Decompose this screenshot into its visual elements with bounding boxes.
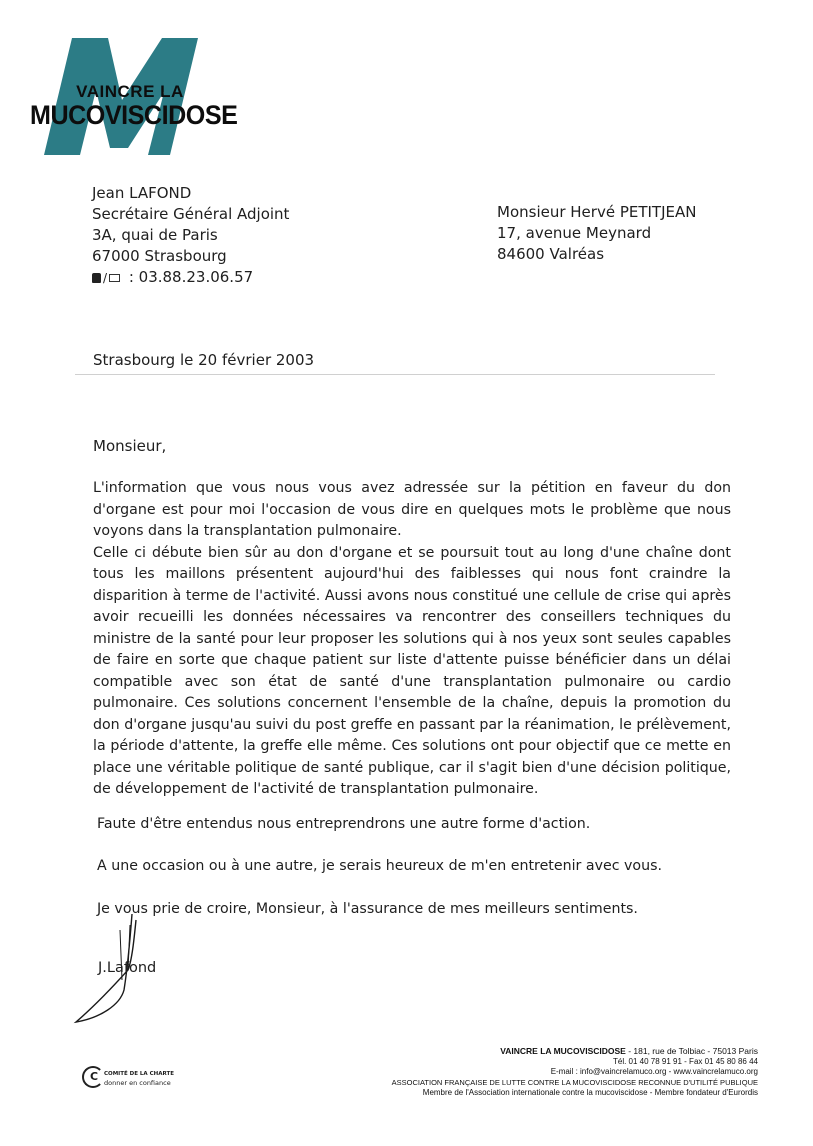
slash-separator: /	[103, 270, 108, 285]
recipient-address-block	[497, 202, 696, 265]
footer-email-web: E-mail : info@vaincrelamuco.org - www.vaincrelamuco.org	[550, 1067, 758, 1076]
charte-c-icon: C	[90, 1070, 99, 1083]
charte-line-1: COMITÉ DE LA CHARTE	[104, 1071, 174, 1077]
body-paragraph-2: Celle ci débute bien sûr au don d'organe et se poursuit tout au long d'une chaîne dont tous les maillons présentent aujourd'hui des faiblesses qui nous font craindre la disparition à terme de l'activité. Aussi avons nous constitué une cellule de crise qui après avoir recueilli les données nécessaires va rencontrer des conseillers techniques du ministre de la santé pour leur proposer les solutions qui à nos yeux sont seules capables de faire en sorte que chaque patient sur liste d'attente puisse bénéficier dans un délai compatible avec son état de santé d'une transplantation pulmonaire ou cardio pulmonaire. Ces solutions concernent l'ensemble de la chaîne, depuis la promotion du don d'organe jusqu'au suivi du post greffe en passant par la réanimation, le prélèvement, la période d'attente, la greffe elle même. Ces solutions ont pour objectif que ce mette en place une véritable politique de santé publique, car il s'agit bien d'une décision politique, de développement de l'activité de transplantation pulmonaire.	[93, 544, 731, 797]
body-paragraph-4: A une occasion ou à une autre, je serais heureux de m'en entretenir avec vous.	[97, 858, 662, 874]
sender-phone-line	[92, 267, 289, 289]
recipient-name: Monsieur Hervé PETITJEAN	[497, 203, 697, 221]
scan-divider	[75, 374, 715, 375]
recipient-street: 17, avenue Meynard	[497, 224, 652, 242]
vaincre-la-mucoviscidose-logo	[30, 30, 238, 160]
body-paragraph-3: Faute d'être entendus nous entreprendrons une autre forme d'action.	[97, 816, 591, 832]
body-paragraph-1: L'information que vous nous vous avez adressée sur la pétition en faveur du don d'organe est pour moi l'occasion de vous dire en quelques mots le problème que nous voyons dans la transplantation pulmonaire.	[93, 480, 731, 539]
sender-city: 67000 Strasbourg	[92, 247, 227, 265]
fax-icon	[109, 274, 120, 282]
footer-address: - 181, rue de Tolbiac - 75013 Paris	[625, 1046, 758, 1056]
sender-address-block	[92, 183, 289, 289]
sender-street: 3A, quai de Paris	[92, 226, 218, 244]
recipient-city: 84600 Valréas	[497, 245, 605, 263]
salutation: Monsieur,	[93, 437, 167, 455]
sender-phone: : 03.88.23.06.57	[128, 268, 254, 286]
logo-line-1: VAINCRE LA	[76, 82, 184, 101]
comite-de-la-charte-logo	[82, 1066, 202, 1094]
telephone-icon	[92, 273, 101, 283]
logo-line-2: MUCOVISCIDOSE	[30, 100, 238, 130]
letterhead-footer	[392, 1046, 758, 1099]
footer-member: Membre de l'Association internationale contre la mucoviscidose - Membre fondateur d'Eurordis	[422, 1088, 758, 1097]
sender-title: Secrétaire Général Adjoint	[92, 205, 290, 223]
footer-address-line	[392, 1046, 758, 1057]
charte-line-2: donner en confiance	[104, 1079, 171, 1087]
closing-formula: Je vous prie de croire, Monsieur, à l'assurance de mes meilleurs sentiments.	[97, 901, 638, 917]
signature-name: J.Lafond	[98, 960, 157, 976]
footer-org-name: VAINCRE LA MUCOVISCIDOSE	[500, 1046, 626, 1056]
date-line: Strasbourg le 20 février 2003	[93, 351, 315, 369]
phone-fax-icons	[92, 268, 120, 289]
footer-association: ASSOCIATION FRANÇAISE DE LUTTE CONTRE LA MUCOVISCIDOSE RECONNUE D'UTILITÉ PUBLIQUE	[391, 1077, 758, 1087]
footer-tel-fax: Tél. 01 40 78 91 91 - Fax 01 45 80 86 44	[613, 1056, 758, 1066]
sender-name: Jean LAFOND	[92, 184, 192, 202]
letter-body	[93, 478, 731, 801]
